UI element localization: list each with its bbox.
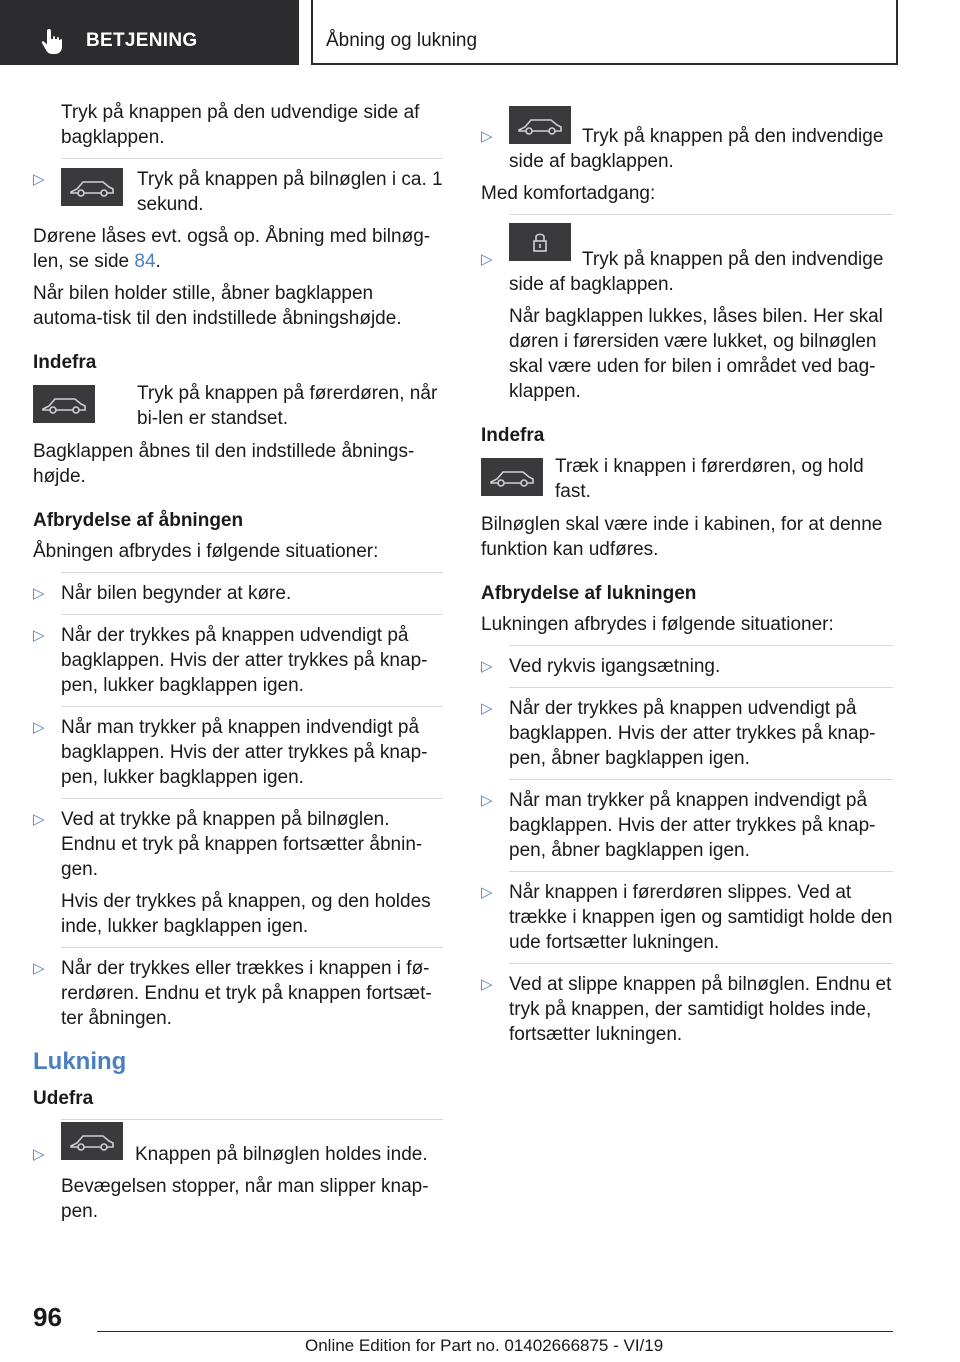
step2-text: Tryk på knappen på den indvendige side af bagklappen. — [509, 249, 884, 295]
list-item-text: Når der trykkes på knappen udvendigt på bagklappen. Hvis der atter trykkes på knap-pen, lukker bagklappen igen. — [61, 625, 428, 696]
hand-pointer-icon — [40, 27, 66, 55]
page-link-84[interactable]: 84 — [134, 251, 156, 272]
list-item-extra: Hvis der trykkes på knappen, og den holdes inde, lukker bagklappen igen. — [61, 891, 431, 937]
indefra-step-text: Tryk på knappen på førerdøren, når bi-len er standset. — [137, 383, 438, 429]
divider — [509, 963, 893, 964]
bullet-triangle-icon: ▷ — [33, 1146, 45, 1163]
udefra-step-text: Knappen på bilnøglen holdes inde. — [135, 1144, 428, 1165]
divider — [61, 798, 443, 799]
udefra-note: Bevægelsen stopper, når man slipper knap-pen. — [61, 1176, 429, 1222]
list-item-text: Når der trykkes eller trækkes i knappen i fø-rerdøren. Endnu et tryk på knappen fortsæt-ter åbningen. — [61, 958, 432, 1029]
lukning-heading: Lukning — [33, 1048, 127, 1075]
list-item-text: Ved at slippe knappen på bilnøglen. Endnu et tryk på knappen, der samtidigt holdes inde, fortsætter lukningen. — [509, 974, 892, 1045]
list-item — [33, 1128, 443, 1224]
list-item — [33, 715, 443, 790]
doors-sentence: Dørene låses evt. også op. Åbning med bilnøg-len, se side — [33, 226, 431, 272]
bullet-triangle-icon: ▷ — [481, 976, 493, 993]
list-item-text: Når der trykkes på knappen udvendigt på bagklappen. Hvis der atter trykkes på knap-pen, åbner bagklappen igen. — [509, 698, 876, 769]
divider — [61, 614, 443, 615]
divider — [509, 779, 893, 780]
list-item-text: Når knappen i førerdøren slippes. Ved at trække i knappen igen og samtidigt holde den ude fortsætter lukningen. — [509, 882, 893, 953]
bullet-triangle-icon: ▷ — [33, 171, 45, 188]
stop-text: Når bilen holder stille, åbner bagklappen automa-tisk til den indstillede åbningshøjde. — [33, 283, 402, 329]
car-tailgate-icon — [509, 106, 571, 144]
interrupt-intro: Åbningen afbrydes i følgende situationer: — [33, 541, 379, 562]
bullet-triangle-icon: ▷ — [481, 700, 493, 717]
list-item — [33, 956, 443, 1031]
interrupt-heading: Afbrydelse af lukningen — [481, 583, 697, 604]
divider — [509, 871, 893, 872]
bullet-triangle-icon: ▷ — [481, 792, 493, 809]
car-tailgate-icon — [61, 1122, 123, 1160]
bullet-triangle-icon: ▷ — [481, 884, 493, 901]
bullet-triangle-icon: ▷ — [33, 960, 45, 977]
divider — [61, 572, 443, 573]
divider — [61, 158, 443, 159]
list-item-text: Når man trykker på knappen indvendigt på bagklappen. Hvis der atter trykkes på knap-pen, lukker bagklappen igen. — [61, 717, 428, 788]
page-number: 96 — [33, 1302, 62, 1332]
udefra-heading: Udefra — [33, 1088, 94, 1109]
list-item-text: Ved at trykke på knappen på bilnøglen. Endnu et tryk på knappen fortsætter åbnin-gen. — [61, 809, 423, 880]
step1-text: Tryk på knappen på den indvendige side af bagklappen. — [509, 126, 884, 172]
doors-end: . — [155, 251, 161, 272]
step2-note: Når bagklappen lukkes, låses bilen. Her skal døren i førersiden være lukket, og bilnøglen skal være uden for bilen i området ved bag-klappen. — [509, 306, 883, 402]
list-item — [481, 696, 893, 771]
bullet-triangle-icon: ▷ — [481, 658, 493, 675]
list-item — [481, 223, 893, 404]
indefra-note: Bilnøglen skal være inde i kabinen, for at denne funktion kan udføres. — [481, 514, 883, 560]
divider — [61, 1119, 443, 1120]
indefra-step — [481, 454, 893, 504]
intro-text: Tryk på knappen på den udvendige side af bagklappen. — [61, 102, 420, 148]
indefra-heading: Indefra — [33, 352, 97, 373]
section-title: BETJENING — [86, 30, 198, 51]
right-column — [481, 100, 893, 1054]
bullet-triangle-icon: ▷ — [481, 128, 493, 145]
car-tailgate-icon — [481, 458, 543, 496]
list-item — [33, 581, 443, 606]
bullet-triangle-icon: ▷ — [481, 251, 493, 268]
list-item-text: Ved rykvis igangsætning. — [509, 656, 721, 677]
list-item-text: Når bilen begynder at køre. — [61, 583, 292, 604]
section-tab — [0, 0, 299, 65]
doors-text — [33, 224, 443, 274]
lock-icon — [509, 223, 571, 261]
car-tailgate-icon — [61, 168, 123, 206]
chapter-header — [311, 0, 898, 65]
divider — [509, 214, 893, 215]
indefra-result: Bagklappen åbnes til den indstillede åbnings-højde. — [33, 441, 415, 487]
indefra-heading: Indefra — [481, 425, 545, 446]
divider — [61, 706, 443, 707]
list-item-text: Når man trykker på knappen indvendigt på bagklappen. Hvis der atter trykkes på knap-pen, åbner bagklappen igen. — [509, 790, 876, 861]
interrupt-intro: Lukningen afbrydes i følgende situationer: — [481, 614, 834, 635]
car-tailgate-icon — [33, 385, 95, 423]
indefra-step — [33, 381, 443, 431]
bullet-triangle-icon: ▷ — [33, 627, 45, 644]
divider — [509, 645, 893, 646]
list-item — [481, 972, 893, 1047]
list-item — [481, 100, 893, 174]
divider — [61, 947, 443, 948]
list-item — [33, 623, 443, 698]
bullet-triangle-icon: ▷ — [33, 585, 45, 602]
list-item — [33, 167, 443, 217]
left-column — [33, 100, 443, 1231]
comfort-label: Med komfortadgang: — [481, 183, 656, 204]
indefra-step-text: Træk i knappen i førerdøren, og hold fast. — [555, 456, 864, 502]
chapter-title: Åbning og lukning — [326, 30, 478, 51]
list-item — [33, 807, 443, 939]
list-item — [481, 654, 893, 679]
key-step-text: Tryk på knappen på bilnøglen i ca. 1 sekund. — [137, 169, 443, 215]
divider — [509, 687, 893, 688]
bullet-triangle-icon: ▷ — [33, 811, 45, 828]
bullet-triangle-icon: ▷ — [33, 719, 45, 736]
edition-note: Online Edition for Part no. 01402666875 - VI/19 — [305, 1336, 664, 1355]
interrupt-heading: Afbrydelse af åbningen — [33, 510, 244, 531]
footer-rule — [97, 1331, 893, 1332]
list-item — [481, 880, 893, 955]
list-item — [481, 788, 893, 863]
